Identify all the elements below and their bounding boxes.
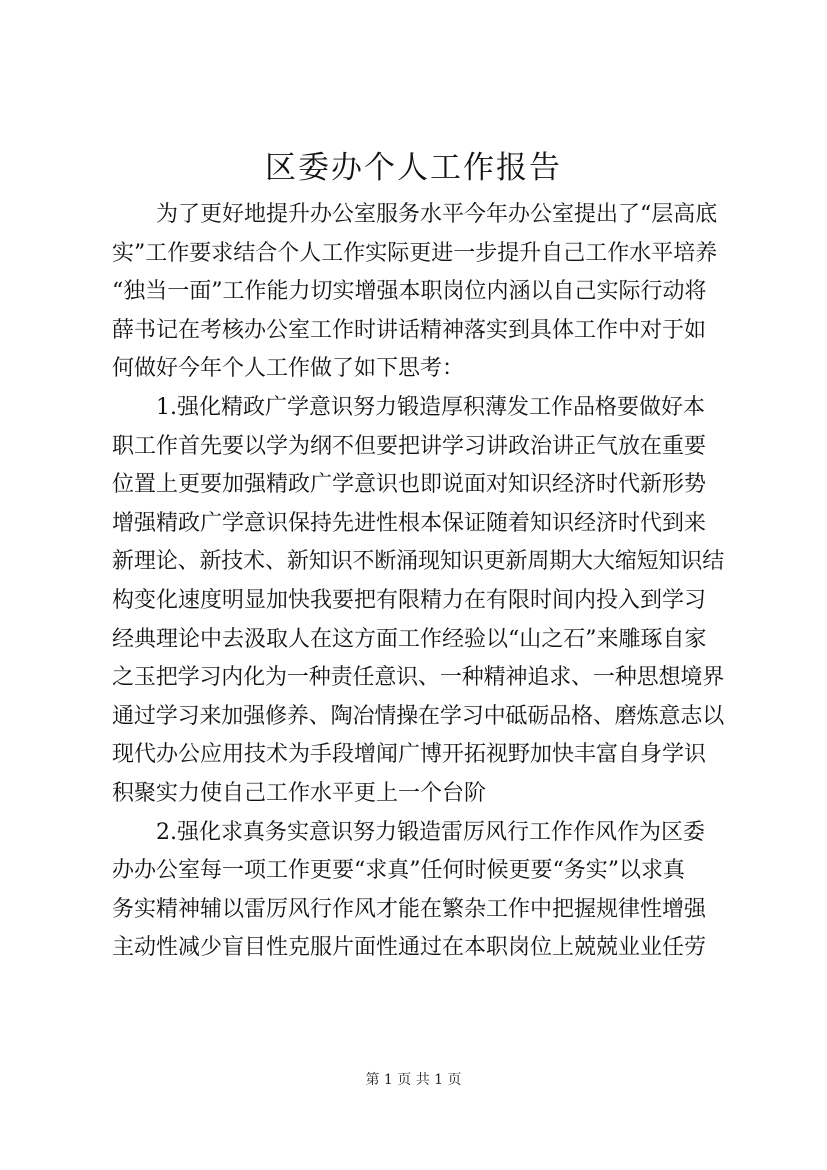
text-line: 薛书记在考核办公室工作时讲话精神落实到具体工作中对于如: [112, 317, 707, 343]
text-line: 增强精政广学意识保持先进性根本保证随着知识经济时代到来: [112, 510, 707, 536]
text-line: 主动性减少盲目性克服片面性通过在本职岗位上兢兢业业任劳: [112, 935, 707, 961]
text-line: 通过学习来加强修养、陶冶情操在学习中砥砺品格、磨炼意志以: [112, 703, 724, 729]
text-line: 务实精神辅以雷厉风行作风才能在繁杂工作中把握规律性增强: [112, 896, 707, 922]
text-line: “独当一面”工作能力切实增强本职岗位内涵以自己实际行动将: [112, 279, 707, 305]
text-line: 1.强化精政广学意识努力锻造厚积薄发工作品格要做好本: [156, 394, 705, 420]
text-line: 之玉把学习内化为一种责任意识、一种精神追求、一种思想境界: [112, 665, 724, 691]
text-line: 构变化速度明显加快我要把有限精力在有限时间内投入到学习: [112, 587, 707, 613]
text-line: 积聚实力使自己工作水平更上一个台阶: [112, 780, 487, 806]
text-line: 位置上更要加强精政广学意识也即说面对知识经济时代新形势: [112, 472, 707, 498]
text-line: 何做好今年个人工作做了如下思考：: [112, 356, 465, 382]
text-line: 职工作首先要以学为纲不但要把讲学习讲政治讲正气放在重要: [112, 433, 707, 459]
text-line: 为了更好地提升办公室服务水平今年办公室提出了“层高底: [156, 202, 718, 227]
text-line: 经典理论中去汲取人在这方面工作经验以“山之石”来雕琢自家: [112, 626, 707, 652]
text-line: 实”工作要求结合个人工作实际更进一步提升自己工作水平培养: [112, 240, 718, 266]
text-line: 2.强化求真务实意识努力锻造雷厉风行工作作风作为区委: [156, 819, 705, 845]
text-line: 现代办公应用技术为手段增闻广博开拓视野加快丰富自身学识: [112, 742, 707, 768]
document-title: 区委办个人工作报告: [265, 150, 562, 186]
text-line: 新理论、新技术、新知识不断涌现知识更新周期大大缩短知识结: [112, 549, 724, 575]
text-line: 办办公室每一项工作更要“求真”任何时候更要“务实”以求真: [112, 858, 685, 884]
document-body: [112, 196, 724, 968]
page-footer: 第 1 页 共 1 页: [365, 1072, 462, 1088]
